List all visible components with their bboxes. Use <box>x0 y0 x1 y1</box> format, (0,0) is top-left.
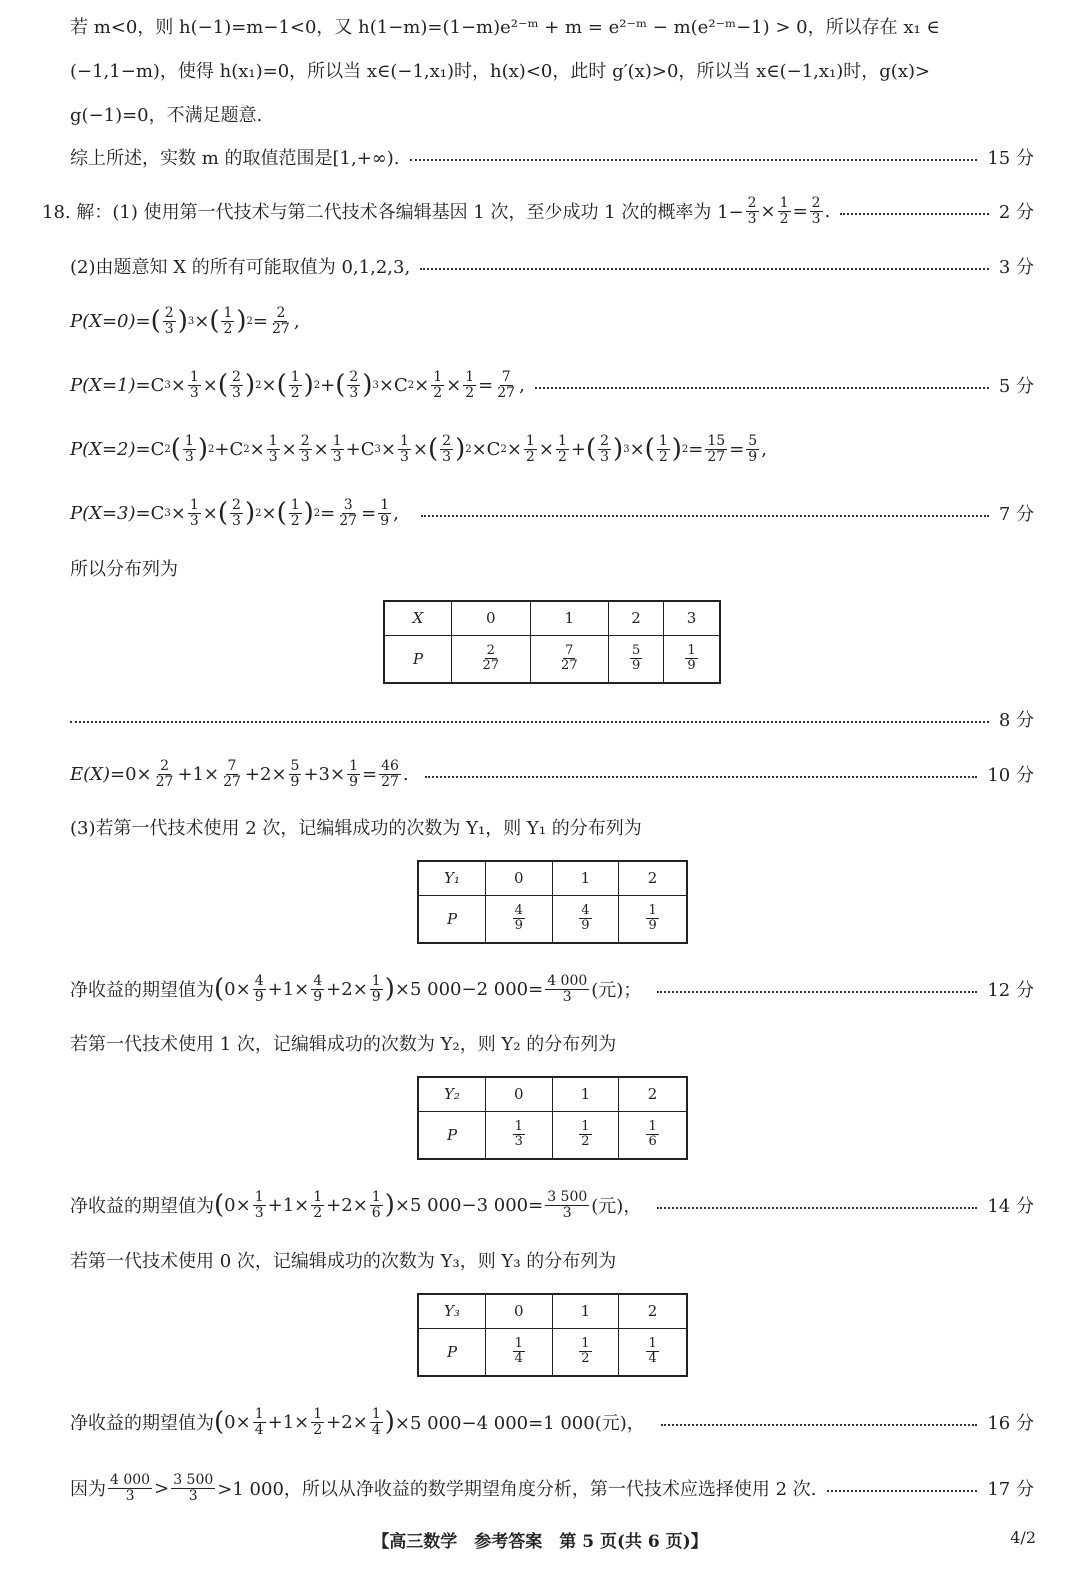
text-line: 若 m<0，则 h(−1)=m−1<0，又 h(1−m)=(1−m)e²⁻ᵐ + m = e²⁻ᵐ − m(e²⁻ᵐ−1) > 0，所以存在 x₁ ∈ <box>70 17 940 38</box>
page-number: 4/2 <box>1010 1528 1036 1547</box>
text-line: g(−1)=0，不满足题意. <box>70 105 263 126</box>
score: 16 分 <box>987 1413 1034 1434</box>
score: 12 分 <box>987 980 1034 1001</box>
text-line: 若第一代技术使用 0 次，记编辑成功的次数为 Y₃，则 Y₃ 的分布列为 <box>70 1251 617 1272</box>
score: 5 分 <box>998 376 1034 397</box>
q18-part1: 18. 解：(1) 使用第一代技术与第二代技术各编辑基因 1 次，至少成功 1 次的概率为 1− $\frac{2}{3}$ × $\frac{1}{2}$ = $\frac{2}{3}$ . 2 分 <box>42 194 1034 227</box>
score: 8 分 <box>998 710 1034 731</box>
text-line: 所以分布列为 <box>70 559 178 580</box>
text-line: 若第一代技术使用 1 次，记编辑成功的次数为 Y₂，则 Y₂ 的分布列为 <box>70 1034 617 1055</box>
score: 14 分 <box>987 1196 1034 1217</box>
page-footer: 【高三数学 参考答案 第 5 页(共 6 页)】 <box>372 1532 708 1552</box>
score: 10 分 <box>987 765 1034 786</box>
q18-part2: (2)由题意知 X 的所有可能取值为 0,1,2,3, 3 分 <box>70 246 1034 286</box>
distribution-table-y2: Y₂ 0 1 2 P $\frac{1}{3}$ $\frac{1}{2}$ $\frac{1}{6}$ <box>417 1076 688 1160</box>
distribution-table-y3: Y₃ 0 1 2 P $\frac{1}{4}$ $\frac{1}{2}$ $\frac{1}{4}$ <box>417 1293 688 1377</box>
formula-ex: E(X) =0× $\frac{2}{27}$ +1× $\frac{7}{27}$ +2× $\frac{5}{9}$ +3× $\frac{1}{9}$ = $\frac{46}{27}$ . 10 分 <box>70 757 1034 790</box>
text-line: 综上所述，实数 m 的取值范围是[1,+∞). 15 分 <box>70 137 1034 177</box>
formula-y1: 净收益的期望值为 ( 0× $\frac{4}{9}$ +1× $\frac{4}{9}$ +2× $\frac{1}{9}$ ) ×5 000−2 000= $\frac{4 000}{3}$ (元)； 12 分 <box>70 972 1034 1005</box>
score: 3 分 <box>998 257 1034 278</box>
score: 15 分 <box>987 148 1034 169</box>
formula-px3: P(X=3) =C 3 × $\frac{1}{3}$ × ( $\frac{2}{3}$ ) 2 × ( $\frac{1}{2}$ ) 2 = $\frac{3}{27}$ = $\frac{1}{9}$ , 7 分 <box>70 496 1034 529</box>
formula-px2: P(X=2) =C 2 ( $\frac{1}{3}$ ) 2 +C 2 × $\frac{1}{3}$ × $\frac{2}{3}$ × $\frac{1}{3}$ +C 3 × $\frac{1}{3}$ × ( $\frac{2}{3}$ ) 2 ×C 2 × $\frac{1}{2}$ × $\frac{1}{2}$ + ( $\frac{2}{3}$ ) 3 × ( $\frac{1}{2}$ ) 2 = $\frac{15}{27}$ = $\frac{5}{9}$ , <box>70 432 767 465</box>
formula-y3: 净收益的期望值为 ( 0× $\frac{1}{4}$ +1× $\frac{1}{2}$ +2× $\frac{1}{4}$ ) ×5 000−4 000=1 000(元)， 16 分 <box>70 1405 1034 1438</box>
formula-y2: 净收益的期望值为 ( 0× $\frac{1}{3}$ +1× $\frac{1}{2}$ +2× $\frac{1}{6}$ ) ×5 000−3 000= $\frac{3 500}{3}$ (元)， 14 分 <box>70 1188 1034 1221</box>
formula-px0: P(X=0) = ( $\frac{2}{3}$ ) 3 × ( $\frac{1}{2}$ ) 2 = $\frac{2}{27}$ , <box>70 304 300 337</box>
dots-line <box>70 699 1034 739</box>
distribution-table-x: X 0 1 2 3 P $\frac{2}{27}$ $\frac{7}{27}$ $\frac{5}{9}$ $\frac{1}{9}$ <box>383 600 721 684</box>
text-line: (3)若第一代技术使用 2 次，记编辑成功的次数为 Y₁，则 Y₁ 的分布列为 <box>70 818 642 839</box>
score: 2 分 <box>998 202 1034 223</box>
formula-px1: P(X=1) =C 3 × $\frac{1}{3}$ × ( $\frac{2}{3}$ ) 2 × ( $\frac{1}{2}$ ) 2 + ( $\frac{2}{3}$ ) 3 ×C 2 × $\frac{1}{2}$ × $\frac{1}{2}$ = $\frac{7}{27}$ , 5 分 <box>70 368 1034 401</box>
score: 7 分 <box>998 504 1034 525</box>
score: 17 分 <box>987 1479 1034 1500</box>
distribution-table-y1: Y₁ 0 1 2 P $\frac{4}{9}$ $\frac{4}{9}$ $\frac{1}{9}$ <box>417 860 688 944</box>
conclusion-line: 因为 $\frac{4 000}{3}$ > $\frac{3 500}{3}$ >1 000，所以从净收益的数学期望角度分析，第一代技术应选择使用 2 次. 17 分 <box>70 1471 1034 1504</box>
text-line: (−1,1−m)，使得 h(x₁)=0，所以当 x∈(−1,x₁)时，h(x)<0，此时 g′(x)>0，所以当 x∈(−1,x₁)时，g(x)> <box>70 61 931 82</box>
